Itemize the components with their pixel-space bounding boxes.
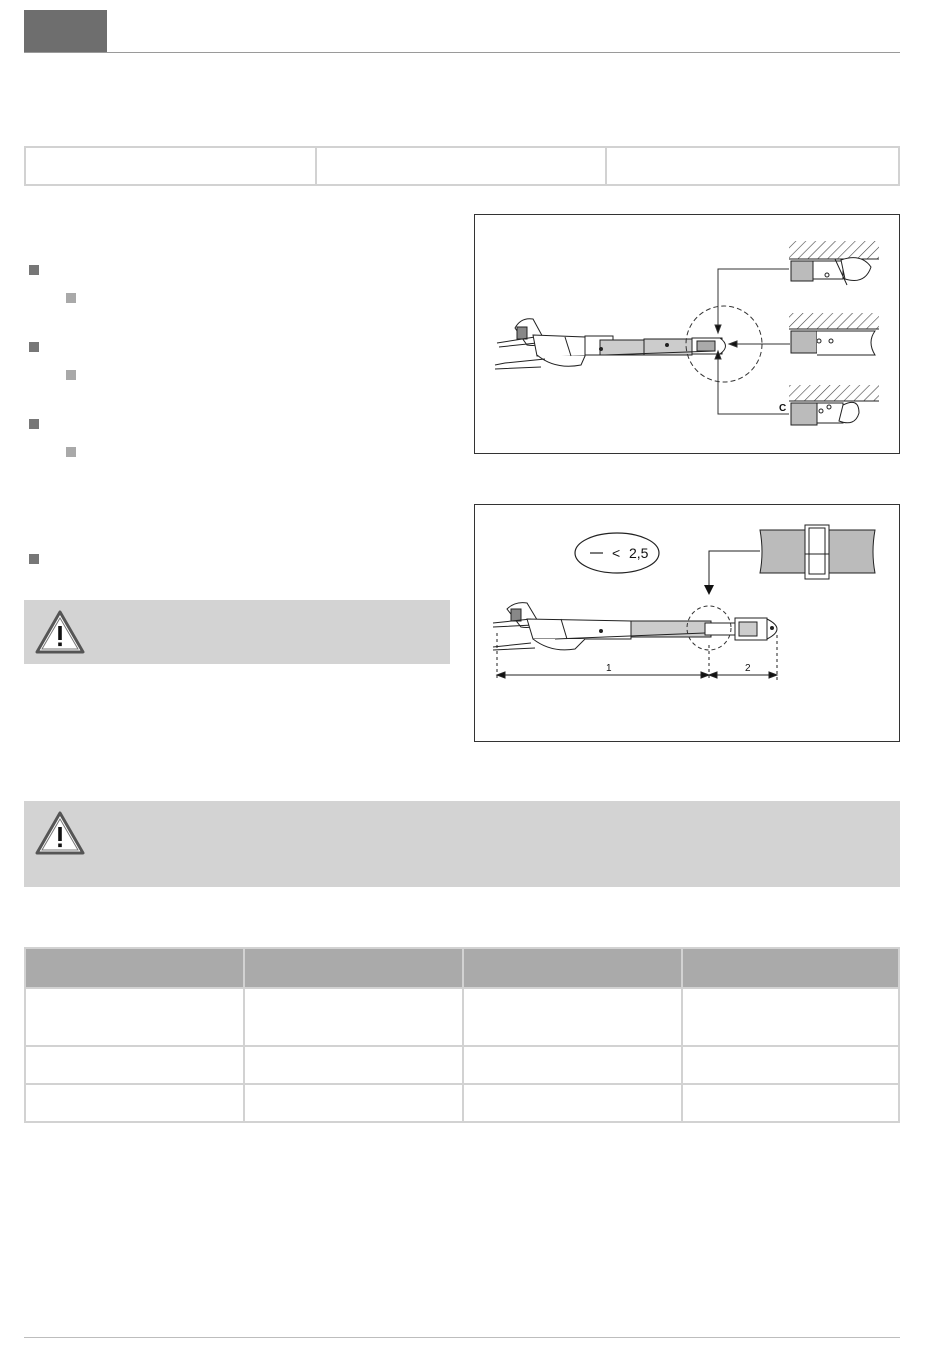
bullet-level1-4 — [29, 554, 39, 564]
table-cell — [682, 988, 899, 1046]
info-cell-3 — [606, 147, 899, 185]
table-cell — [682, 1084, 899, 1122]
header-rule — [24, 52, 900, 53]
bullet-level1-2 — [29, 342, 39, 352]
warning-triangle-icon — [34, 810, 86, 856]
detail-bottom — [789, 385, 879, 425]
info-cell-2 — [316, 147, 606, 185]
data-table-header-cell — [244, 948, 463, 988]
table-cell — [25, 1084, 244, 1122]
bullet-level2-2 — [66, 370, 76, 380]
data-table — [24, 947, 900, 1123]
data-table-row — [25, 988, 899, 1046]
ratio-value: 2,5 — [629, 545, 649, 561]
table-cell — [25, 988, 244, 1046]
detail-top — [789, 241, 879, 285]
table-cell — [244, 1046, 463, 1084]
bullet-level1-3 — [29, 419, 39, 429]
detail-middle — [789, 313, 879, 355]
bullet-level2-3 — [66, 447, 76, 457]
beam-section — [760, 525, 875, 579]
table-cell — [25, 1046, 244, 1084]
table-cell — [244, 988, 463, 1046]
info-table — [24, 146, 900, 186]
table-cell — [463, 1084, 682, 1122]
dimension-1-label: 1 — [606, 663, 612, 674]
warning-box-large — [24, 801, 900, 887]
dimension-2-label: 2 — [745, 663, 751, 674]
variant-c-label: C — [779, 403, 787, 414]
drawbar-ratio-diagram — [475, 505, 899, 741]
drawbar-drawing-2 — [493, 603, 777, 650]
figure-drawbar-mounting — [474, 214, 900, 454]
info-table-row — [25, 147, 899, 185]
data-table-header — [25, 948, 899, 988]
data-table-header-cell — [682, 948, 899, 988]
figure-drawbar-ratio — [474, 504, 900, 742]
table-cell — [463, 988, 682, 1046]
table-cell — [463, 1046, 682, 1084]
footer-rule — [24, 1337, 900, 1338]
data-table-header-cell — [25, 948, 244, 988]
warning-box-small — [24, 600, 450, 664]
data-table-header-cell — [463, 948, 682, 988]
data-table-row — [25, 1084, 899, 1122]
ratio-operator: < — [612, 545, 621, 561]
detail-arrows — [715, 269, 790, 414]
header-tab — [24, 10, 107, 52]
warning-triangle-icon — [34, 609, 86, 655]
bullet-level1-1 — [29, 265, 39, 275]
table-cell — [682, 1046, 899, 1084]
data-table-row — [25, 1046, 899, 1084]
bullet-level2-1 — [66, 293, 76, 303]
drawbar-mounting-diagram — [475, 215, 899, 453]
table-cell — [244, 1084, 463, 1122]
info-cell-1 — [25, 147, 316, 185]
